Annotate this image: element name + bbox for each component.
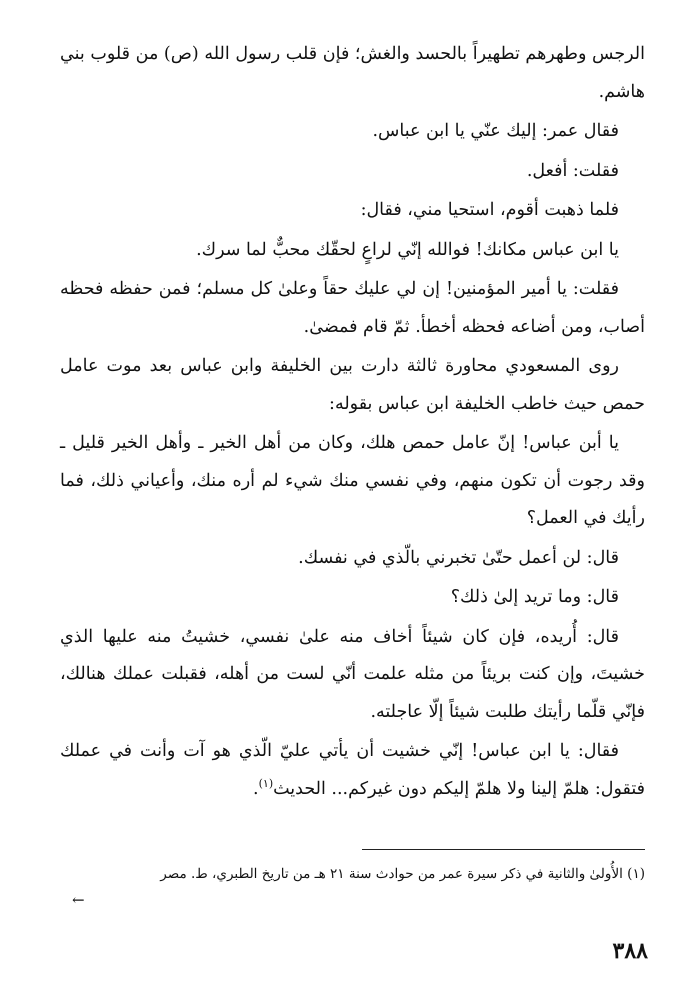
paragraph-4: فلما ذهبت أقوم، استحيا مني، فقال: — [360, 200, 619, 220]
paragraph-5: يا ابن عباس مكانك! فوالله إنّي لراعٍ لحقّك محبٌّ لما سرك. — [196, 239, 619, 260]
paragraph-2: فقال عمر: إليك عنّي يا ابن عباس. — [372, 121, 619, 141]
body-text — [60, 36, 645, 810]
paragraph-12: فقال: يا ابن عباس! إنّي خشيت أن يأتي عليّ الّذي هو آت وأنت في عملك فتقول: هلمّ إلينا ولا هلمّ إليكم دون غيركم... الحديث$^{(١)}$. — [60, 741, 645, 799]
paragraph-7: روى المسعودي محاورة ثالثة دارت بين الخليفة وابن عباس بعد موت عامل حمص حيث خاطب الخليفة ابن عباس بقوله: — [60, 356, 645, 414]
footnote-separator — [362, 849, 645, 850]
paragraph-10: قال: وما تريد إلىٰ ذلك؟ — [450, 587, 619, 607]
paragraph-12-text: فقال: يا ابن عباس! إنّي خشيت أن يأتي عليّ الّذي هو آت وأنت في عملك فتقول: هلمّ إلينا ولا هلمّ إليكم دون غيركم... الحديث — [60, 741, 645, 799]
paragraph-9: قال: لن أعمل حتّىٰ تخبرني بالّذي في نفسك. — [298, 547, 619, 568]
paragraph-1: الرجس وطهرهم تطهيراً بالحسد والغش؛ فإن قلب رسول الله (ص) من قلوب بني هاشم. — [60, 44, 645, 102]
footnote-reference: (١) — [258, 776, 274, 790]
page-number: ٣٨٨ — [612, 938, 648, 964]
paragraph-3: فقلت: أفعل. — [526, 160, 619, 181]
continuation-arrow-icon: ← — [72, 891, 85, 909]
footnote: (١) الأُولىٰ والثانية في ذكر سيرة عمر من حوادث سنة ٢١ هـ من تاريخ الطبري، ط. مصر — [160, 866, 645, 882]
paragraph-11: قال: أُريده، فإن كان شيئاً أخاف منه علىٰ نفسي، خشيتُ منه عليها الذي خشيتَ، وإن كنت بريئاً من مثله علمت أنّي لست من أهله، فقبلت عملك هنالك، فإنّي قلّما رأيتك طلبت شيئاً إلّا عاجلته. — [60, 626, 645, 722]
paragraph-6: فقلت: يا أمير المؤمنين! إن لي عليك حقاً وعلىٰ كل مسلم؛ فمن حفظه فحظه أصاب، ومن أضاعه فحظه أخطأ. ثمّ قام فمضىٰ. — [60, 279, 645, 337]
paragraph-8: يا أبن عباس! إنّ عامل حمص هلك، وكان من أهل الخير ـ وأهل الخير قليل ـ وقد رجوت أن تكون منهم، وفي نفسي منك شيء لم أره منك، وأعياني ذلك، فما رأيك في العمل؟ — [60, 433, 645, 528]
